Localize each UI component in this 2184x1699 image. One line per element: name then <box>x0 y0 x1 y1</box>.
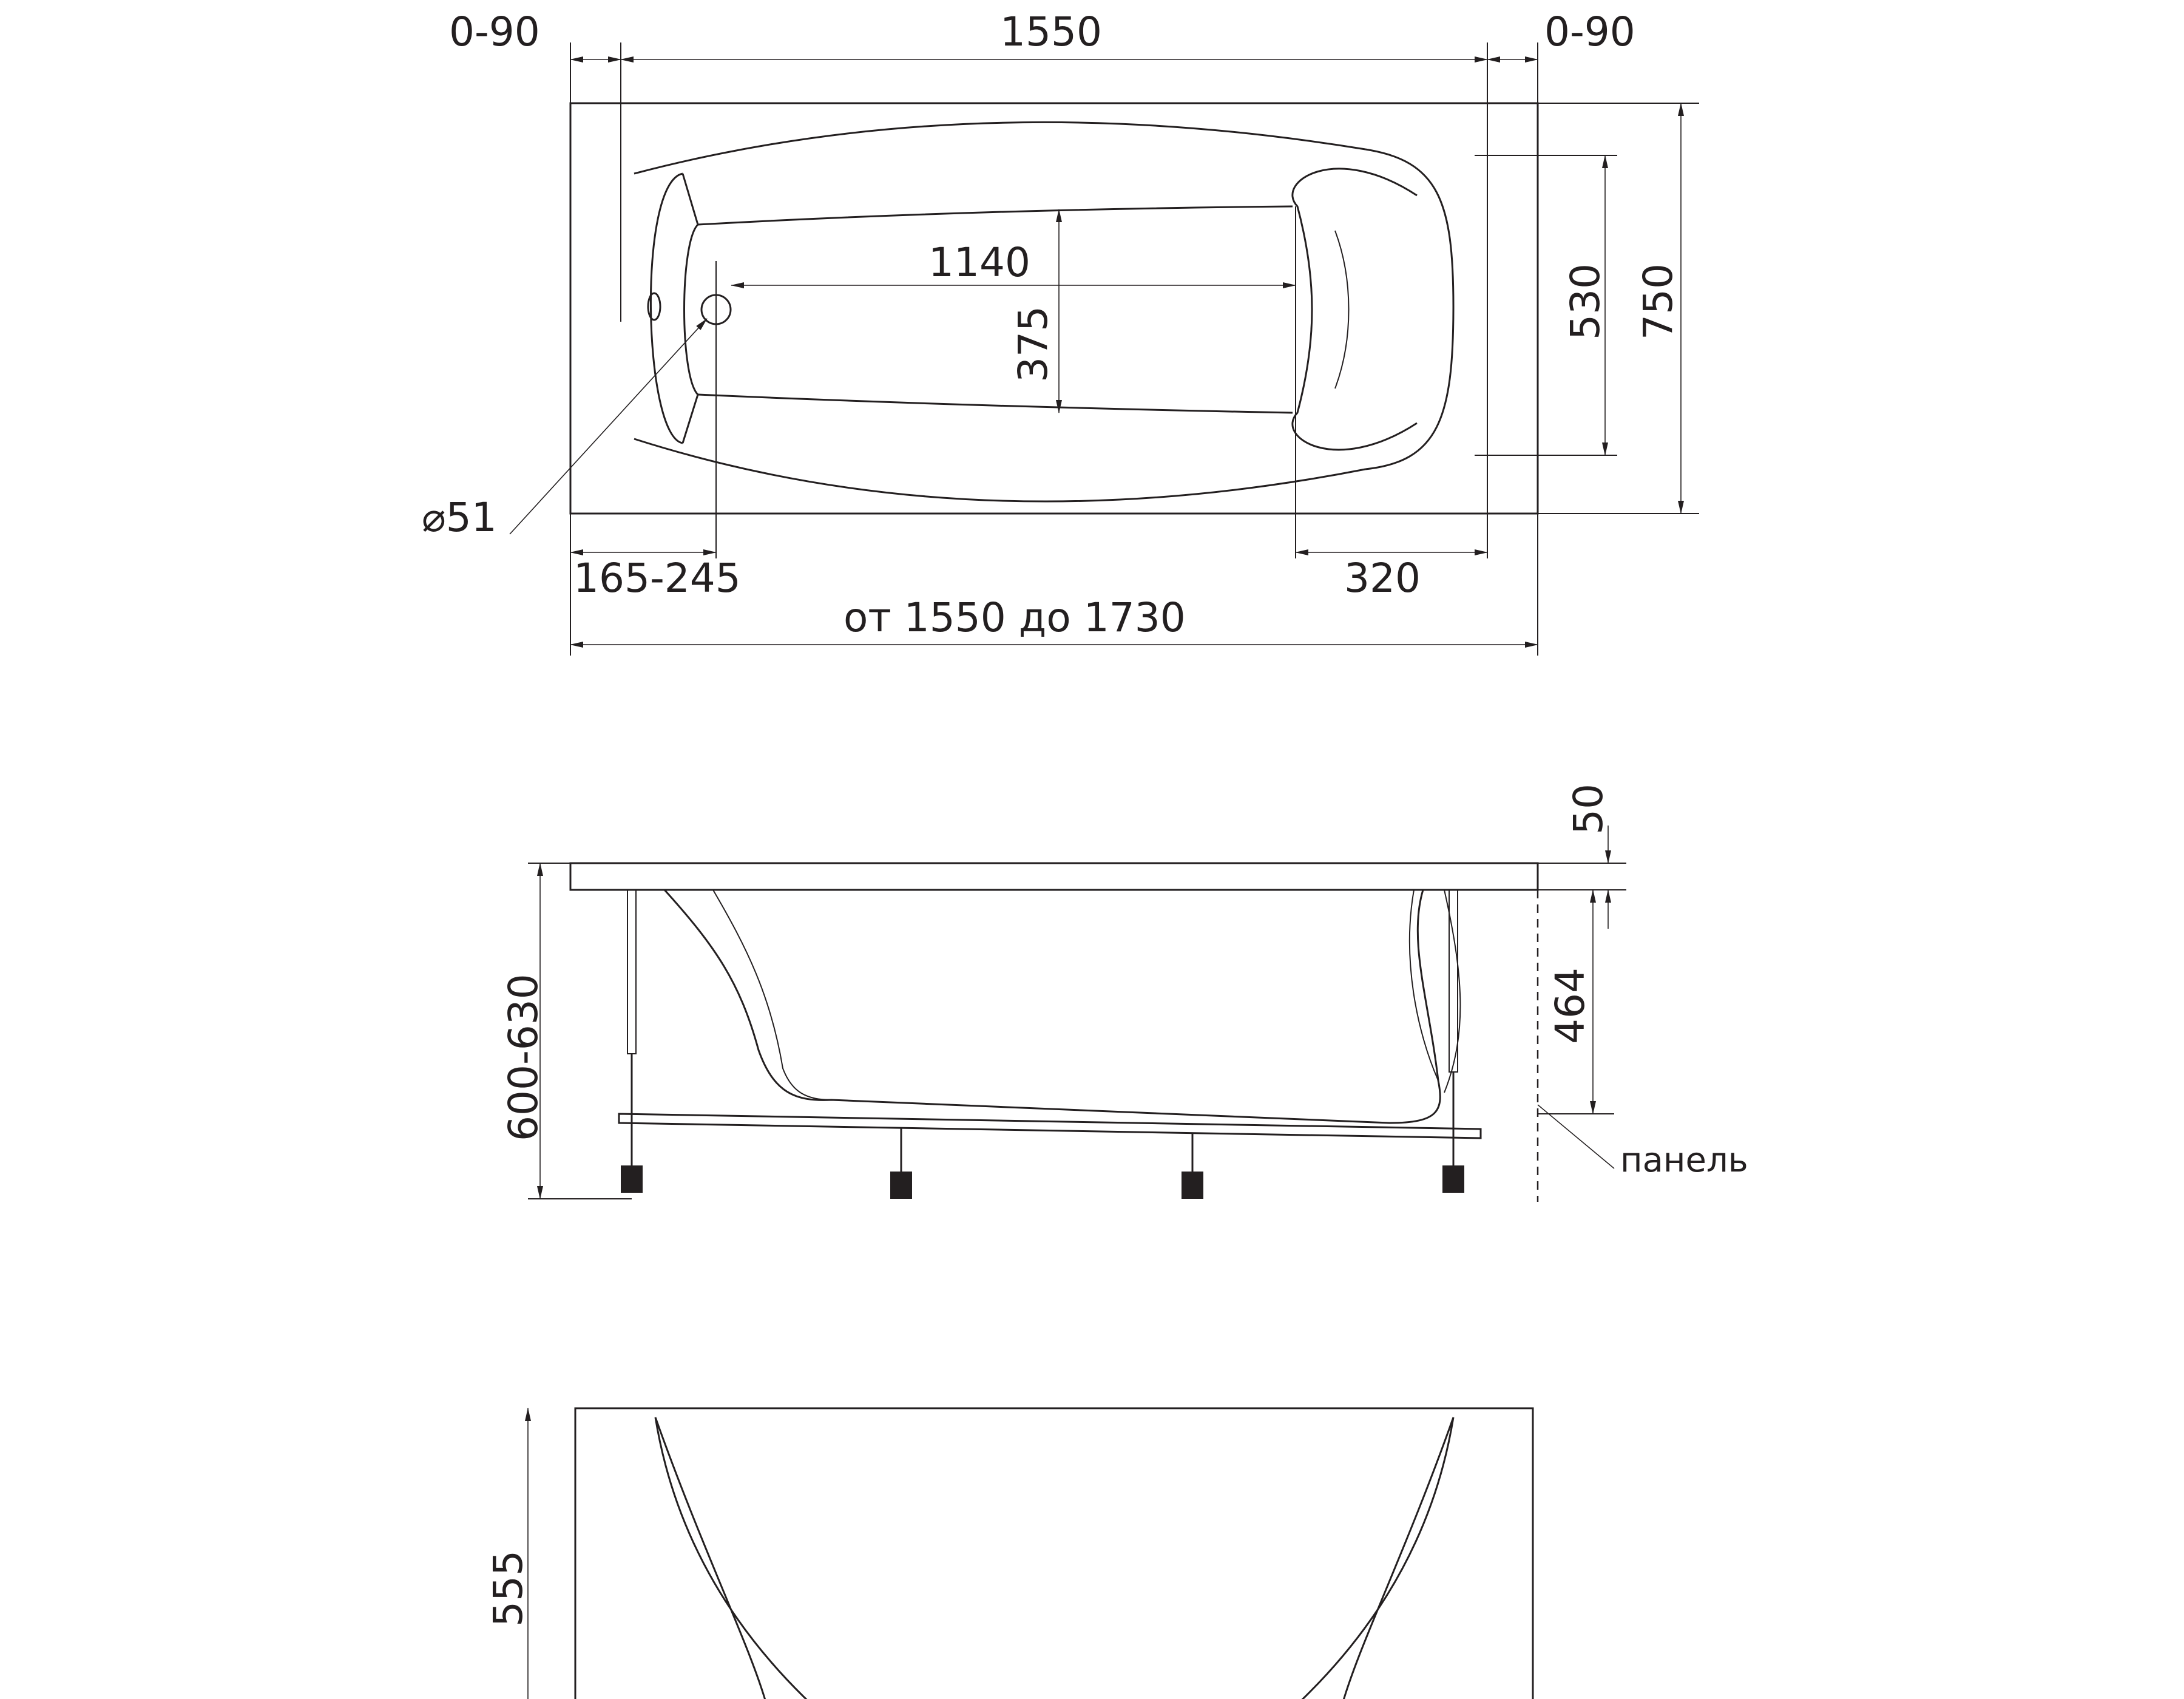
panel-label: панель <box>1620 1141 1748 1180</box>
dim-left-gap: 0-90 <box>449 8 540 55</box>
headrest-outline <box>1365 149 1453 469</box>
dim-total-length: от 1550 до 1730 <box>844 594 1186 641</box>
foot-icon <box>621 1165 1464 1199</box>
dim-inner-length: 1140 <box>928 239 1030 286</box>
dim-height: 600-630 <box>500 974 547 1141</box>
dim-length: 1550 <box>1000 8 1102 55</box>
dim-headrest: 320 <box>1344 555 1421 602</box>
front-panel-view <box>485 1408 1533 1699</box>
dim-right-gap: 0-90 <box>1544 8 1635 55</box>
dim-panel-height: 555 <box>485 1550 532 1627</box>
dim-drain-offset: 165-245 <box>573 555 741 602</box>
dim-drain-diameter: ⌀51 <box>422 494 497 541</box>
dim-inner-width: 375 <box>1010 306 1057 382</box>
bowl-side-outline <box>664 890 1440 1123</box>
side-view <box>500 784 1748 1202</box>
support-frame <box>619 1114 1481 1138</box>
dim-rim: 50 <box>1565 784 1612 835</box>
dim-depth: 464 <box>1547 968 1594 1044</box>
panel-curve-right <box>1293 1417 1453 1699</box>
leg-right <box>1449 890 1458 1165</box>
bowl-outer-curve <box>634 122 1365 501</box>
tub-rim-side <box>570 863 1538 890</box>
top-view <box>422 8 1699 656</box>
dim-width: 750 <box>1635 263 1682 340</box>
panel-curve-left <box>655 1417 816 1699</box>
dim-bowl-width: 530 <box>1562 263 1609 340</box>
front-panel-outline <box>575 1408 1533 1699</box>
bowl-bottom-outline <box>698 206 1293 413</box>
